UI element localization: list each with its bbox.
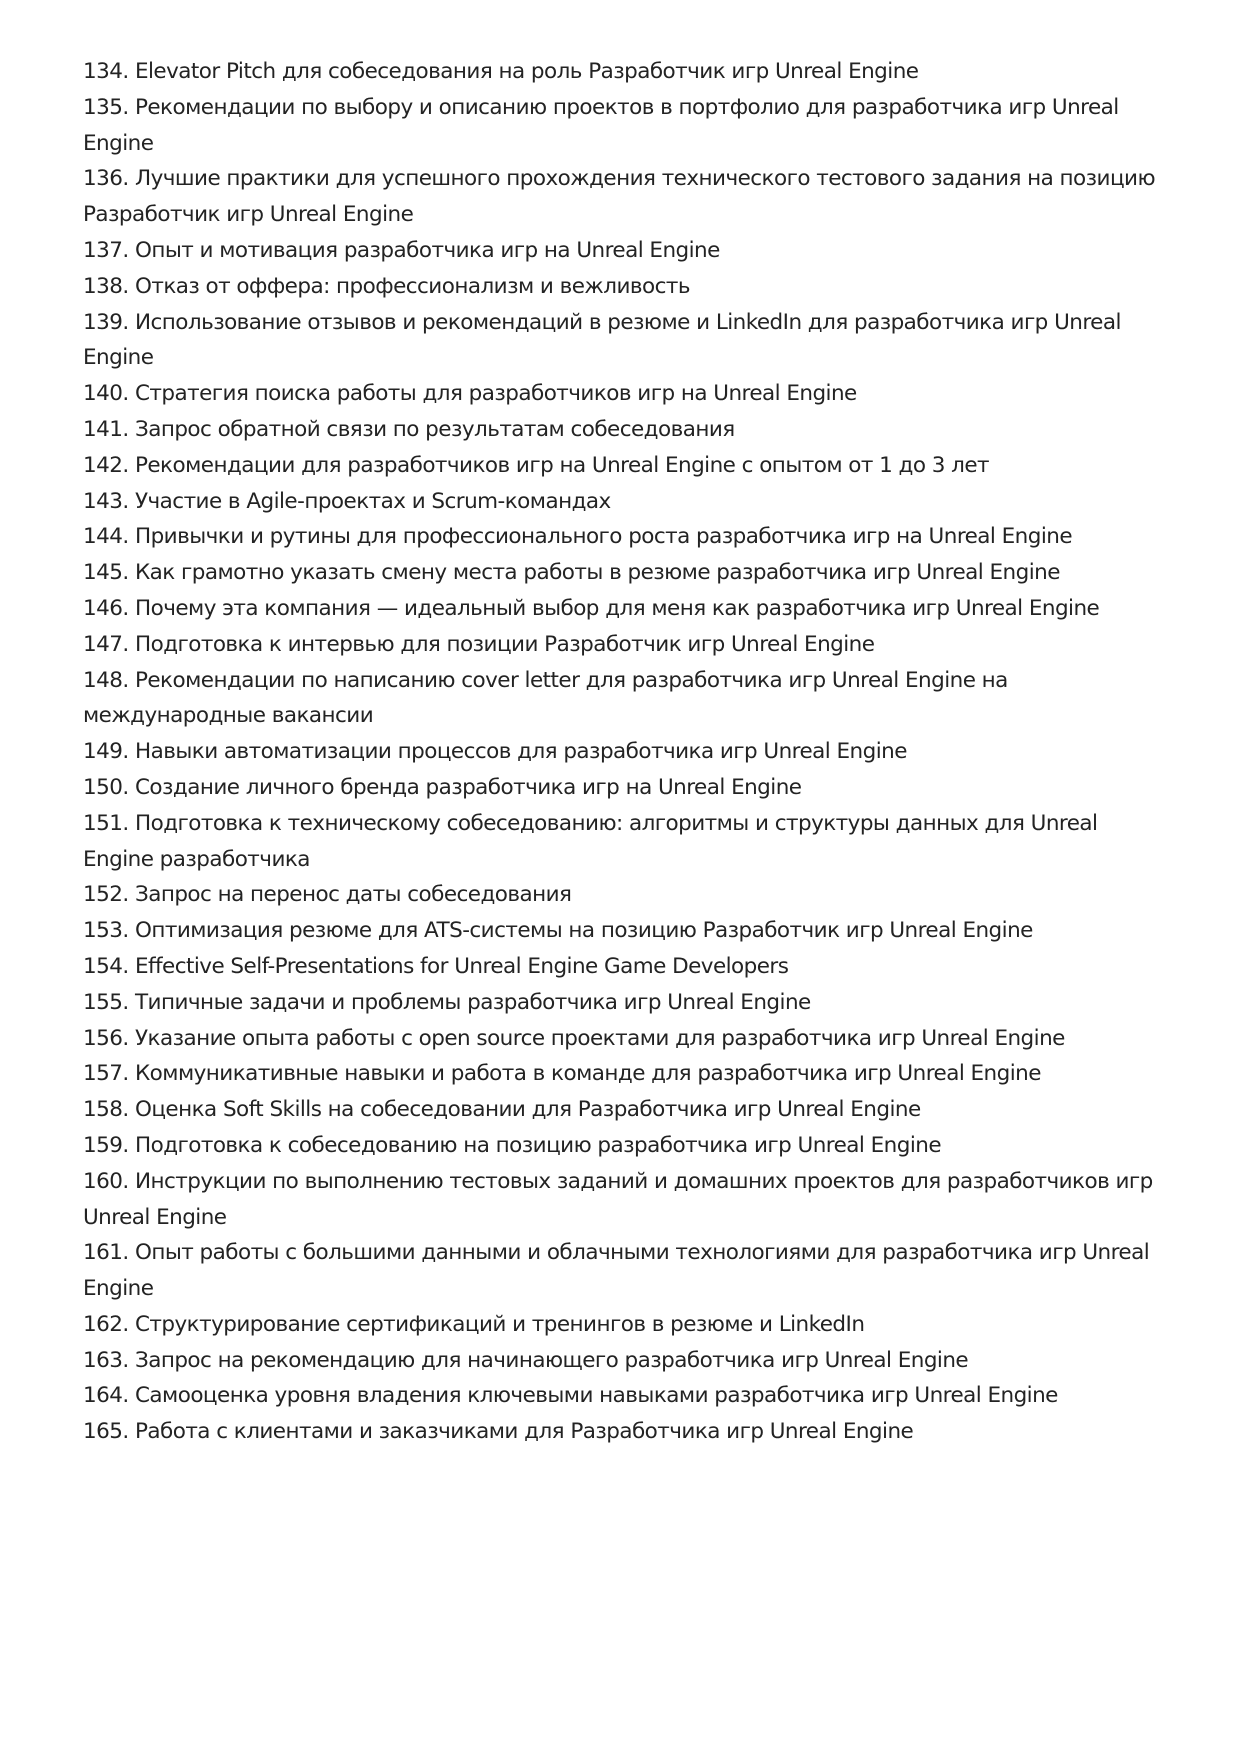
- list-item: [83, 376, 1163, 412]
- item-number: 142.: [83, 452, 129, 478]
- item-text: Использование отзывов и рекомендаций в резюме и LinkedIn для разработчика игр Unreal Engine: [83, 309, 1121, 371]
- list-item: [83, 913, 1163, 949]
- item-number: 147.: [83, 631, 129, 657]
- list-item: [83, 770, 1163, 806]
- list-item: [83, 305, 1163, 377]
- item-text: Типичные задачи и проблемы разработчика игр Unreal Engine: [134, 989, 811, 1015]
- item-text: Оптимизация резюме для ATS-системы на позицию Разработчик игр Unreal Engine: [134, 918, 1033, 944]
- item-text: Работа с клиентами и заказчиками для Разработчика игр Unreal Engine: [134, 1419, 914, 1445]
- item-text: Рекомендации по написанию cover letter для разработчика игр Unreal Engine на международные вакансии: [83, 667, 1008, 729]
- item-number: 146.: [83, 595, 129, 621]
- list-item: [83, 519, 1163, 555]
- item-text: Навыки автоматизации процессов для разработчика игр Unreal Engine: [134, 739, 907, 765]
- item-number: 137.: [83, 237, 129, 263]
- list-item: [83, 233, 1163, 269]
- list-item: [83, 1378, 1163, 1414]
- list-item: [83, 1056, 1163, 1092]
- item-number: 144.: [83, 524, 129, 550]
- numbered-topic-list: [83, 54, 1163, 1450]
- item-number: 149.: [83, 739, 129, 765]
- item-text: Подготовка к собеседованию на позицию разработчика игр Unreal Engine: [134, 1132, 941, 1158]
- item-number: 136.: [83, 166, 129, 192]
- list-item: [83, 1343, 1163, 1379]
- item-number: 155.: [83, 989, 129, 1015]
- list-item: [83, 1414, 1163, 1450]
- list-item: [83, 484, 1163, 520]
- item-number: 134.: [83, 59, 129, 84]
- item-number: 151.: [83, 810, 129, 836]
- item-text: Опыт и мотивация разработчика игр на Unreal Engine: [134, 237, 720, 263]
- item-text: Инструкции по выполнению тестовых заданий и домашних проектов для разработчиков игр Unreal Engine: [83, 1168, 1153, 1230]
- item-number: 163.: [83, 1347, 129, 1373]
- item-number: 141.: [83, 416, 129, 442]
- item-number: 153.: [83, 918, 129, 944]
- list-item: [83, 1092, 1163, 1128]
- list-item: [83, 663, 1163, 735]
- list-item: [83, 555, 1163, 591]
- item-text: Elevator Pitch для собеседования на роль Разработчик игр Unreal Engine: [134, 59, 919, 84]
- list-item: [83, 1128, 1163, 1164]
- list-item: [83, 734, 1163, 770]
- list-item: [83, 627, 1163, 663]
- item-text: Участие в Agile-проектах и Scrum-командах: [134, 488, 611, 514]
- list-item: [83, 806, 1163, 878]
- item-number: 143.: [83, 488, 129, 514]
- item-number: 135.: [83, 94, 129, 120]
- item-text: Создание личного бренда разработчика игр на Unreal Engine: [134, 774, 802, 800]
- item-number: 140.: [83, 381, 129, 407]
- item-number: 162.: [83, 1311, 129, 1337]
- item-number: 157.: [83, 1061, 129, 1087]
- list-item: [83, 269, 1163, 305]
- item-text: Рекомендации по выбору и описанию проектов в портфолио для разработчика игр Unreal Engine: [83, 94, 1119, 156]
- list-item: [83, 591, 1163, 627]
- item-number: 156.: [83, 1025, 129, 1051]
- list-item: [83, 412, 1163, 448]
- item-text: Effective Self-Presentations for Unreal Engine Game Developers: [134, 953, 789, 979]
- item-text: Подготовка к интервью для позиции Разработчик игр Unreal Engine: [134, 631, 875, 657]
- list-item: [83, 1307, 1163, 1343]
- list-item: [83, 985, 1163, 1021]
- item-number: 139.: [83, 309, 129, 335]
- list-item: [83, 54, 1163, 90]
- item-number: 159.: [83, 1132, 129, 1158]
- item-text: Привычки и рутины для профессионального роста разработчика игр на Unreal Engine: [134, 524, 1073, 550]
- list-item: [83, 1021, 1163, 1057]
- item-text: Коммуникативные навыки и работа в команде для разработчика игр Unreal Engine: [134, 1061, 1041, 1087]
- item-number: 148.: [83, 667, 129, 693]
- item-number: 152.: [83, 882, 129, 908]
- item-text: Запрос на рекомендацию для начинающего разработчика игр Unreal Engine: [134, 1347, 969, 1373]
- item-text: Почему эта компания — идеальный выбор для меня как разработчика игр Unreal Engine: [134, 595, 1100, 621]
- list-item: [83, 949, 1163, 985]
- item-text: Запрос на перенос даты собеседования: [134, 882, 572, 908]
- item-number: 154.: [83, 953, 129, 979]
- item-text: Как грамотно указать смену места работы в резюме разработчика игр Unreal Engine: [134, 560, 1060, 586]
- item-text: Стратегия поиска работы для разработчиков игр на Unreal Engine: [134, 381, 857, 407]
- item-text: Лучшие практики для успешного прохождения технического тестового задания на позицию Разработчик игр Unreal Engine: [83, 166, 1156, 228]
- item-text: Самооценка уровня владения ключевыми навыками разработчика игр Unreal Engine: [134, 1383, 1058, 1409]
- item-text: Опыт работы с большими данными и облачными технологиями для разработчика игр Unreal Engine: [83, 1240, 1150, 1302]
- item-text: Рекомендации для разработчиков игр на Unreal Engine с опытом от 1 до 3 лет: [134, 452, 990, 478]
- item-number: 160.: [83, 1168, 129, 1194]
- item-number: 145.: [83, 560, 129, 586]
- list-item: [83, 877, 1163, 913]
- item-text: Отказ от оффера: профессионализм и вежливость: [134, 273, 690, 299]
- item-number: 158.: [83, 1097, 129, 1123]
- item-number: 138.: [83, 273, 129, 299]
- item-text: Указание опыта работы с open source проектами для разработчика игр Unreal Engine: [134, 1025, 1065, 1051]
- list-item: [83, 161, 1163, 233]
- document-page: [83, 54, 1163, 1450]
- item-text: Подготовка к техническому собеседованию: алгоритмы и структуры данных для Unreal Engine разработчика: [83, 810, 1098, 872]
- item-number: 164.: [83, 1383, 129, 1409]
- item-text: Оценка Soft Skills на собеседовании для Разработчика игр Unreal Engine: [134, 1097, 921, 1123]
- item-number: 165.: [83, 1419, 129, 1445]
- item-number: 150.: [83, 774, 129, 800]
- item-text: Структурирование сертификаций и тренингов в резюме и LinkedIn: [134, 1311, 865, 1337]
- list-item: [83, 1235, 1163, 1307]
- item-number: 161.: [83, 1240, 129, 1266]
- list-item: [83, 448, 1163, 484]
- list-item: [83, 90, 1163, 162]
- item-text: Запрос обратной связи по результатам собеседования: [134, 416, 735, 442]
- list-item: [83, 1164, 1163, 1236]
